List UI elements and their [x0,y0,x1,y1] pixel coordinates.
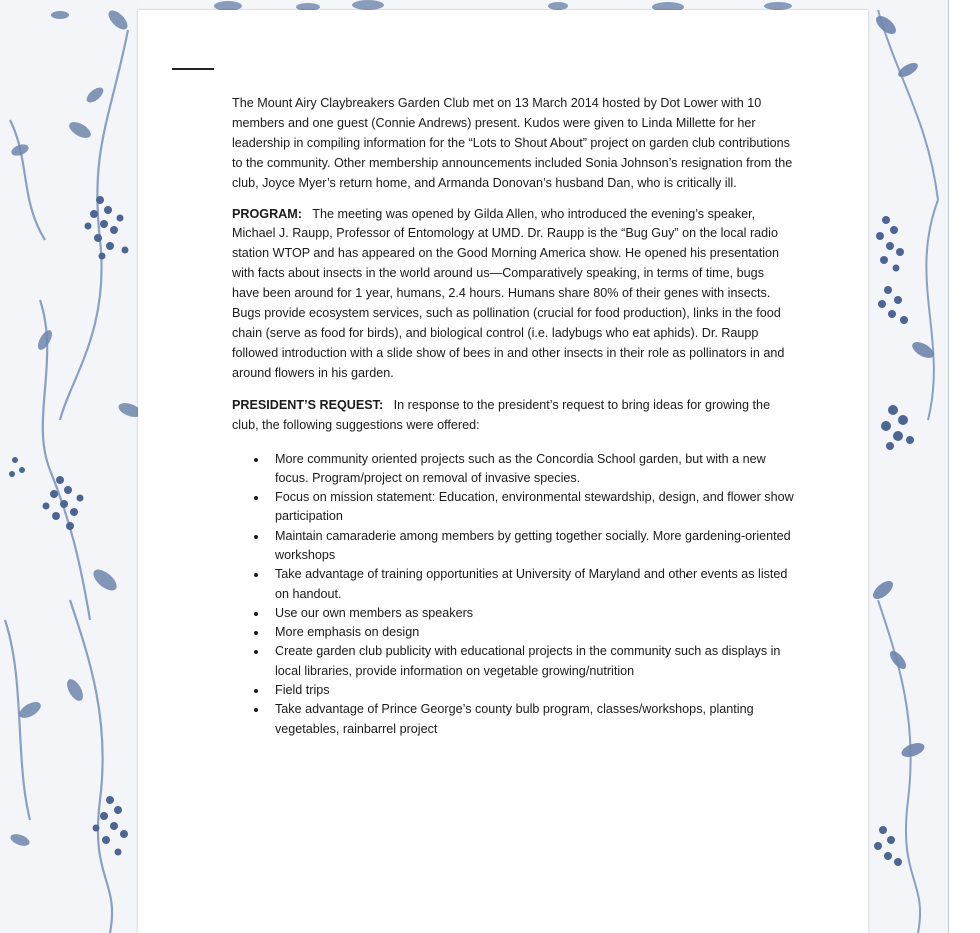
floral-wallpaper-left [0,0,138,933]
list-item: Use our own members as speakers [275,604,794,623]
list-item: Focus on mission statement: Education, environmental stewardship, design, and flower show participation [275,488,794,527]
header-dash-mark [172,68,214,70]
intro-paragraph: The Mount Airy Claybreakers Garden Club met on 13 March 2014 hosted by Dot Lower with 10 members and one guest (Connie Andrews) present. Kudos were given to Linda Millette for her leadership in compiling information for the “Lots to Shout About” project on garden club contributions to the community. Other membership announcements included Sonia Johnson’s resignation from the club, Joyce Myer’s return home, and Armanda Donovan’s husband Dan, who is critically ill. [232,96,793,190]
page-edge-right [948,0,980,933]
list-item: Take advantage of Prince George’s county bulb program, classes/workshops, planting vegetables, rainbarrel project [275,700,794,739]
presidents-request-text: In response to the president’s request to bring ideas for growing the club, the following suggestions were offered: [232,397,771,432]
program-paragraph [232,205,794,384]
list-item: Take advantage of training opportunities at University of Maryland and other events as listed on handout. [275,565,794,604]
floral-pattern-left [0,0,138,933]
minutes-text [232,94,794,739]
program-heading: PROGRAM: [232,206,302,221]
presidents-request-heading: PRESIDENT’S REQUEST: [232,397,384,412]
list-item: More emphasis on design [275,623,794,642]
list-item: Field trips [275,681,794,700]
presidents-request-paragraph [232,396,794,436]
program-text: The meeting was opened by Gilda Allen, who introduced the evening’s speaker, Michael J. Raupp, Professor of Entomology at UMD. Dr. Raupp is the “Bug Guy” on the local radio station WTOP and has appeared on the Good Morning America show. He opened his presentation with facts about insects in the world around us—Comparatively speaking, in terms of time, bugs have been around for 1 year, humans, 2.4 hours. Humans share 80% of their genes with insects. Bugs provide ecosystem services, such as pollination (crucial for food production), links in the food chain (serve as food for birds), and biological control (i.e. ladybugs who eat aphids). Dr. Raupp followed introduction with a slide show of bees in and other insects in their role as pollinators in and around flowers in his garden. [232,206,785,380]
list-item: More community oriented projects such as the Concordia School garden, but with a new focus. Program/project on removal of invasive species. [275,450,794,489]
suggestions-list [232,450,794,739]
list-item: Create garden club publicity with educational projects in the community such as displays in local libraries, provide information on vegetable growing/nutrition [275,642,794,681]
list-item: Maintain camaraderie among members by getting together socially. More gardening-oriented workshops [275,527,794,566]
